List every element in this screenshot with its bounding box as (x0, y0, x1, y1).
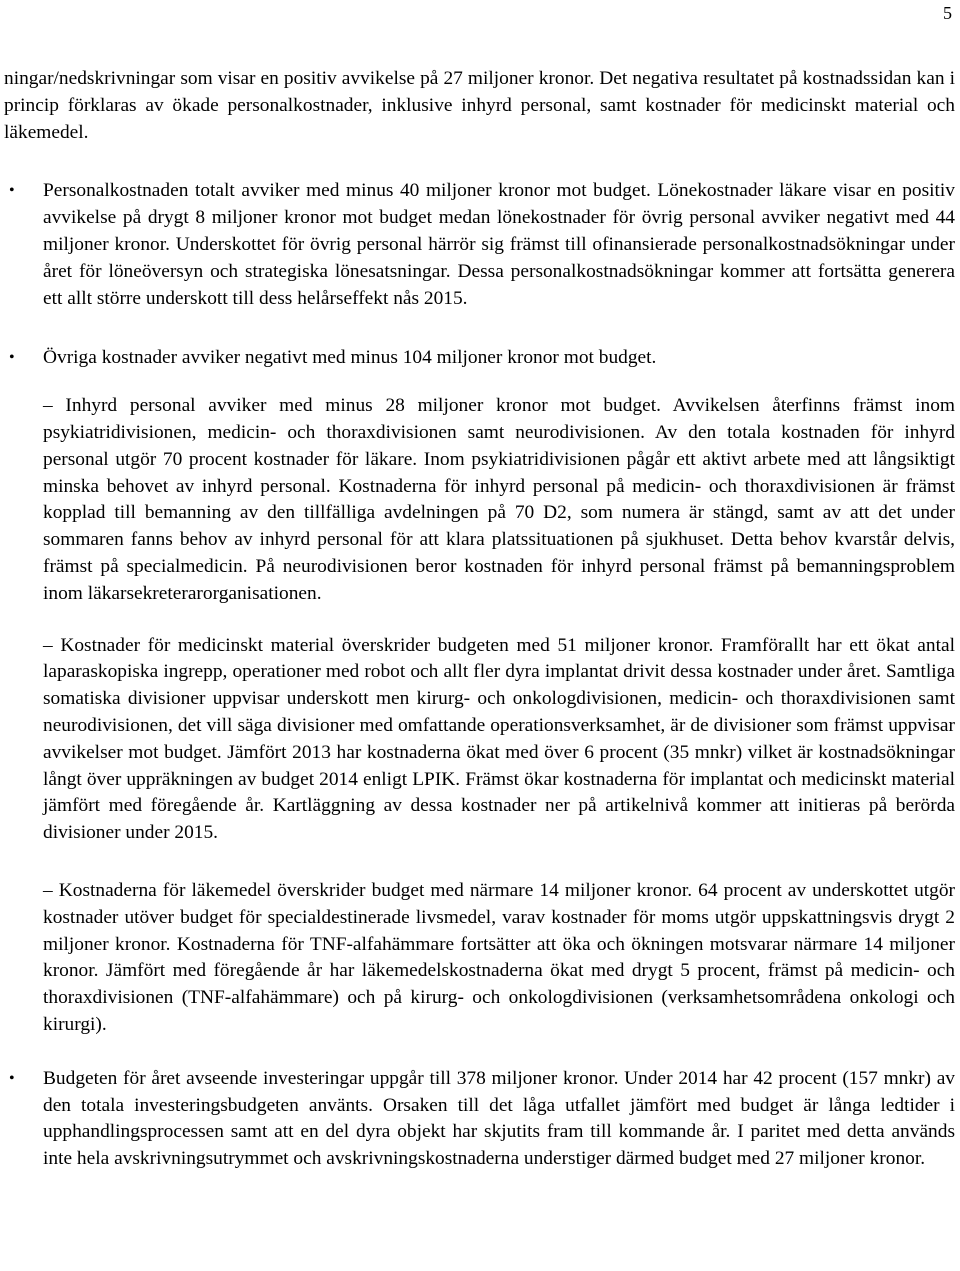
dash-item-medicinskt (4, 633, 955, 847)
dash-text-inhyrd: – Inhyrd personal avviker med minus 28 miljoner kronor mot budget. Avvikelsen återfinns främst inom psykiatridivisionen, medicin- och thoraxdivisionen samt neurodivisionen. Av den totala kostnaden för inhyrd personal utgör 70 procent kostnader för läkare. Inom psykiatridivisionen pågår ett aktivt arbete med att långsiktigt minska behovet av inhyrd personal. Kostnaderna för inhyrd personal på medicin- och thoraxdivisionen är främst kopplad till bemanning av den tillfälliga avdelningen på 70 D2, som numera är stängd, samt av att det under sommaren fanns behov av inhyrd personal för att klara platssituationen på sjukhuset. Detta behov kvarstår delvis, främst på specialmedicin. På neurodivisionen beror kostnaden för inhyrd personal främst på bemanningsproblem inom läkarsekreterarorganisationen. (43, 395, 955, 604)
intro-paragraph: ningar/nedskrivningar som visar en positiv avvikelse på 27 miljoner kronor. Det negativa resultatet på kostnadssidan kan i princip förklaras av ökade personalkostnader, inklusive inhyrd personal, samt kostnader för medicinskt material och läkemedel. (4, 68, 955, 143)
dash-text-medicinskt: – Kostnader för medicinskt material överskrider budgeten med 51 miljoner kronor. Framförallt har ett ökat antal laparaskopiska ingrepp, operationer med robot och allt fler dyra implantat drivit dessa kostnader under året. Samtliga somatiska divisioner uppvisar underskott men kirurg- och onkologdivisionen, medicin- och thoraxdivisionen samt neurodivisionen, det vill säga divisioner med omfattande operationsverksamhet, är de divisioner som främst uppvisar avvikelser mot budget. Jämfört 2013 har kostnaderna ökat med över 6 procent (35 mnkr) vilket är kostnadsökningar långt över uppräkningen av budget 2014 enligt LPIK. Främst ökar kostnaderna för implantat och medicinskt material jämfört med föregående år. Kartläggning av dessa kostnader ner på artikelnivå kommer att initieras på berörda divisioner under 2015. (43, 634, 955, 844)
dash-item-lakemedel (4, 878, 955, 1039)
dash-item-inhyrd (4, 393, 955, 607)
bullet-icon: • (9, 182, 15, 200)
document-body (4, 66, 955, 1173)
page-number: 5 (943, 3, 952, 23)
bullet-icon: • (9, 349, 15, 367)
bullet-item-personal (4, 178, 955, 312)
bullet-text-personal: Personalkostnaden totalt avviker med minus 40 miljoner kronor mot budget. Lönekostnader läkare visar en positiv avvikelse på drygt 8 miljoner kronor mot budget medan lönekostnader för övrig personal avviker negativt med 44 miljoner kronor. Underskottet för övrig personal härrör sig främst till ofinansierade personalkostnadsökningar under året för löneöversyn och strategiska lönesatsningar. Dessa personalkostnadsökningar kommer att fortsätta generera ett allt större underskott till dess helårseffekt nås 2015. (43, 180, 955, 309)
bullet-icon: • (9, 1069, 15, 1087)
bullet-item-ovriga (4, 345, 955, 372)
bullet-item-investering (4, 1066, 955, 1173)
dash-text-lakemedel: – Kostnaderna för läkemedel överskrider budget med närmare 14 miljoner kronor. 64 procent av underskottet utgör kostnader utöver budget för specialdestinerade livsmedel, varav kostnader för moms utgör uppskattningsvis drygt 2 miljoner kronor. Kostnaderna för TNF-alfahämmare fortsätter att öka och ökningen motsvarar närmare 14 miljoner kronor. Jämfört med föregående år har läkemedelskostnaderna ökat med drygt 5 procent, främst på medicin- och thoraxdivisionen (TNF-alfahämmare) och på kirurg- och onkologdivisionen (verksamhetsområdena onkologi och kirurgi). (43, 879, 955, 1035)
bullet-text-investering: Budgeten för året avseende investeringar uppgår till 378 miljoner kronor. Under 2014 har 42 procent (157 mnkr) av den totala investeringsbudgeten använts. Orsaken till det låga utfallet jämfört med budget är långa ledtider i upphandlingsprocessen samt att en del dyra objekt har skjutits fram till kommande år. I paritet med detta används inte hela avskrivningsutrymmet och avskrivningskostnaderna understiger därmed budget med 27 miljoner kronor. (43, 1067, 955, 1170)
bullet-text-ovriga: Övriga kostnader avviker negativt med minus 104 miljoner kronor mot budget. (43, 347, 657, 369)
